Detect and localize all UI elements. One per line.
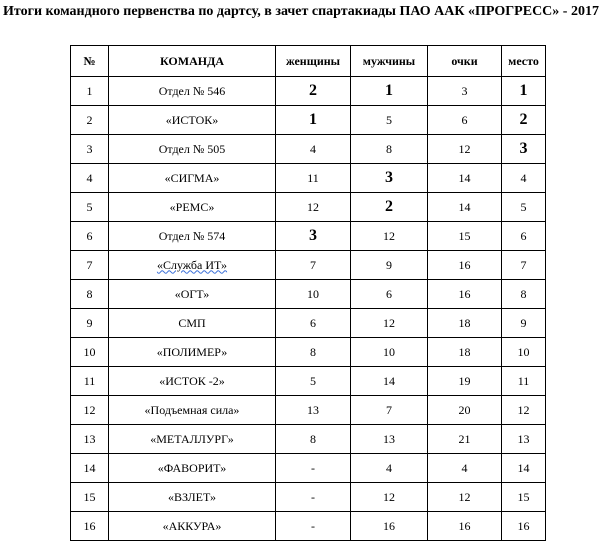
cell-place (502, 338, 546, 367)
cell-number (71, 135, 109, 164)
cell-men-text: 14 (383, 373, 395, 388)
cell-team (109, 222, 276, 251)
cell-number (71, 77, 109, 106)
table-row (71, 309, 546, 338)
cell-men (351, 135, 428, 164)
cell-men (351, 309, 428, 338)
cell-team-text: «Подъемная сила» (144, 402, 240, 417)
cell-men-text: 12 (383, 228, 395, 243)
table-row (71, 338, 546, 367)
cell-women-text: - (311, 460, 315, 475)
cell-number-text: 13 (83, 431, 96, 446)
cell-points (428, 77, 502, 106)
cell-women-text: 7 (310, 257, 316, 272)
cell-number-text: 11 (83, 373, 96, 388)
cell-men (351, 512, 428, 541)
cell-men-text: 16 (383, 518, 395, 533)
cell-men-text: 12 (383, 315, 395, 330)
cell-points-text: 12 (458, 489, 471, 504)
cell-women-text: - (311, 518, 315, 533)
cell-place-text: 15 (517, 489, 530, 504)
cell-men (351, 193, 428, 222)
cell-points-text: 3 (461, 83, 468, 98)
cell-women (276, 77, 351, 106)
table-row (71, 251, 546, 280)
cell-place (502, 367, 546, 396)
cell-team (109, 135, 276, 164)
cell-women-text: 8 (310, 431, 316, 446)
cell-women-text: 5 (310, 373, 316, 388)
cell-points (428, 222, 502, 251)
cell-men-text: 6 (386, 286, 392, 301)
cell-men (351, 222, 428, 251)
cell-points-text: 16 (458, 257, 471, 272)
cell-team-text: «РЕМС» (169, 199, 215, 214)
cell-points-text: 18 (458, 315, 471, 330)
cell-place (502, 193, 546, 222)
table-row (71, 280, 546, 309)
cell-men-text: 10 (383, 344, 395, 359)
cell-place-text: 2 (519, 111, 528, 128)
cell-team-text: «Служба ИТ» (156, 257, 228, 272)
table-row (71, 396, 546, 425)
cell-team-text: «ИСТОК» (165, 112, 219, 127)
cell-place (502, 280, 546, 309)
cell-place (502, 396, 546, 425)
cell-men (351, 280, 428, 309)
cell-place-text: 13 (517, 431, 530, 446)
cell-men-text: 9 (386, 257, 392, 272)
cell-points (428, 309, 502, 338)
cell-number-text: 5 (86, 199, 93, 214)
cell-place-text: 7 (520, 257, 527, 272)
cell-women (276, 193, 351, 222)
cell-men (351, 454, 428, 483)
table-row (71, 454, 546, 483)
cell-team-text: «ФАВОРИТ» (157, 460, 227, 475)
cell-team-text: «ИСТОК -2» (159, 373, 225, 388)
cell-points-text: 6 (461, 112, 468, 127)
table-row (71, 483, 546, 512)
cell-place (502, 135, 546, 164)
page-title: Итоги командного первенства по дартсу, в зачет спартакиады ПАО ААК «ПРОГРЕСС» - 2017 (3, 4, 599, 19)
table-row (71, 425, 546, 454)
table-row (71, 106, 546, 135)
cell-number-text: 16 (83, 518, 96, 533)
cell-place-text: 3 (519, 140, 528, 157)
cell-place (502, 425, 546, 454)
cell-number-text: 8 (86, 286, 93, 301)
cell-place-text: 12 (517, 402, 530, 417)
table-row (71, 77, 546, 106)
cell-team (109, 425, 276, 454)
table-row (71, 512, 546, 541)
cell-men (351, 77, 428, 106)
cell-points-text: 18 (458, 344, 471, 359)
cell-team-text: «ВЗЛЕТ» (168, 489, 216, 504)
cell-number-text: 6 (86, 228, 93, 243)
cell-points (428, 483, 502, 512)
cell-points-text: 20 (458, 402, 471, 417)
cell-place (502, 222, 546, 251)
cell-team (109, 164, 276, 193)
cell-points-text: 15 (458, 228, 471, 243)
header-points: очки (428, 46, 502, 77)
cell-women-text: 11 (307, 170, 319, 185)
cell-points-text: 14 (458, 170, 471, 185)
cell-men (351, 367, 428, 396)
cell-number-text: 2 (86, 112, 93, 127)
cell-women-text: 4 (310, 141, 316, 156)
cell-place-text: 1 (519, 82, 528, 99)
cell-number-text: 3 (86, 141, 93, 156)
cell-number (71, 193, 109, 222)
cell-place-text: 4 (520, 170, 527, 185)
cell-men-text: 7 (386, 402, 392, 417)
cell-men (351, 251, 428, 280)
cell-women (276, 164, 351, 193)
cell-men-text: 4 (386, 460, 392, 475)
cell-women (276, 280, 351, 309)
table-header-row (71, 46, 546, 77)
cell-points-text: 16 (458, 286, 471, 301)
table-row (71, 367, 546, 396)
cell-men-text: 3 (385, 169, 393, 186)
cell-men (351, 338, 428, 367)
cell-team (109, 77, 276, 106)
cell-men (351, 396, 428, 425)
cell-women (276, 396, 351, 425)
cell-points (428, 512, 502, 541)
cell-women-text: 12 (307, 199, 319, 214)
cell-men-text: 5 (386, 112, 392, 127)
cell-women-text: 2 (309, 82, 317, 99)
cell-team-text: «ПОЛИМЕР» (156, 344, 228, 359)
cell-team (109, 280, 276, 309)
cell-men-text: 8 (386, 141, 392, 156)
table-row (71, 164, 546, 193)
table-row (71, 135, 546, 164)
cell-points (428, 367, 502, 396)
cell-men-text: 12 (383, 489, 395, 504)
cell-number-text: 7 (86, 257, 93, 272)
cell-team-text: «МЕТАЛЛУРГ» (150, 431, 234, 446)
cell-number-text: 15 (83, 489, 96, 504)
cell-number (71, 251, 109, 280)
cell-number-text: 12 (83, 402, 96, 417)
cell-place-text: 10 (517, 344, 530, 359)
header-number: № (71, 46, 109, 77)
cell-number-text: 10 (83, 344, 96, 359)
cell-team (109, 251, 276, 280)
cell-number (71, 512, 109, 541)
cell-place-text: 11 (517, 373, 530, 388)
cell-points-text: 14 (458, 199, 471, 214)
cell-team-text: «АККУРА» (162, 518, 222, 533)
cell-team-text: Отдел № 546 (158, 83, 226, 98)
cell-place-text: 5 (520, 199, 527, 214)
cell-place (502, 251, 546, 280)
cell-men-text: 2 (385, 198, 393, 215)
cell-number (71, 454, 109, 483)
cell-team (109, 309, 276, 338)
cell-men-text: 1 (385, 82, 393, 99)
cell-points (428, 106, 502, 135)
cell-team (109, 396, 276, 425)
cell-team (109, 106, 276, 135)
header-team: КОМАНДА (109, 46, 276, 77)
cell-team-text: «СИГМА» (164, 170, 220, 185)
cell-place-text: 9 (520, 315, 527, 330)
cell-points-text: 19 (458, 373, 471, 388)
cell-place (502, 512, 546, 541)
cell-points (428, 164, 502, 193)
cell-team (109, 338, 276, 367)
cell-number (71, 483, 109, 512)
cell-number-text: 1 (86, 83, 93, 98)
cell-women-text: - (311, 489, 315, 504)
cell-men (351, 483, 428, 512)
cell-number-text: 14 (83, 460, 96, 475)
cell-men (351, 164, 428, 193)
cell-women (276, 106, 351, 135)
cell-points (428, 338, 502, 367)
cell-number (71, 396, 109, 425)
cell-women-text: 13 (307, 402, 319, 417)
cell-team (109, 367, 276, 396)
cell-place (502, 454, 546, 483)
cell-points-text: 4 (461, 460, 468, 475)
cell-number (71, 164, 109, 193)
cell-women (276, 454, 351, 483)
cell-team-text: «ОГТ» (174, 286, 210, 301)
cell-number (71, 309, 109, 338)
results-table (70, 45, 546, 541)
cell-points (428, 135, 502, 164)
cell-place-text: 14 (517, 460, 530, 475)
header-men: мужчины (351, 46, 428, 77)
cell-place-text: 16 (517, 518, 530, 533)
cell-team-text: Отдел № 574 (158, 228, 226, 243)
cell-number-text: 4 (86, 170, 93, 185)
cell-place (502, 483, 546, 512)
header-place: место (502, 46, 546, 77)
cell-number (71, 367, 109, 396)
cell-team (109, 483, 276, 512)
cell-points-text: 21 (458, 431, 471, 446)
cell-team-text: Отдел № 505 (158, 141, 226, 156)
cell-place (502, 164, 546, 193)
cell-women (276, 338, 351, 367)
cell-team (109, 193, 276, 222)
table-row (71, 222, 546, 251)
cell-women (276, 512, 351, 541)
cell-women (276, 483, 351, 512)
cell-women-text: 8 (310, 344, 316, 359)
cell-number (71, 280, 109, 309)
cell-points (428, 280, 502, 309)
cell-points (428, 193, 502, 222)
cell-points (428, 425, 502, 454)
cell-men (351, 106, 428, 135)
cell-number (71, 425, 109, 454)
cell-women (276, 135, 351, 164)
cell-women-text: 6 (310, 315, 316, 330)
header-women: женщины (276, 46, 351, 77)
cell-team (109, 454, 276, 483)
cell-points-text: 16 (458, 518, 471, 533)
cell-men-text: 13 (383, 431, 395, 446)
cell-number (71, 106, 109, 135)
cell-women (276, 222, 351, 251)
cell-place (502, 309, 546, 338)
cell-women-text: 10 (307, 286, 319, 301)
cell-place (502, 77, 546, 106)
cell-women (276, 251, 351, 280)
cell-women (276, 367, 351, 396)
cell-place-text: 6 (520, 228, 527, 243)
table-row (71, 193, 546, 222)
cell-points (428, 454, 502, 483)
cell-place (502, 106, 546, 135)
cell-points-text: 12 (458, 141, 471, 156)
cell-number (71, 222, 109, 251)
cell-women (276, 309, 351, 338)
cell-team-text: СМП (178, 315, 206, 330)
cell-women (276, 425, 351, 454)
cell-points (428, 251, 502, 280)
cell-number (71, 338, 109, 367)
cell-women-text: 1 (309, 111, 317, 128)
cell-number-text: 9 (86, 315, 93, 330)
cell-place-text: 8 (520, 286, 527, 301)
cell-men (351, 425, 428, 454)
cell-women-text: 3 (309, 227, 317, 244)
cell-team (109, 512, 276, 541)
cell-points (428, 396, 502, 425)
